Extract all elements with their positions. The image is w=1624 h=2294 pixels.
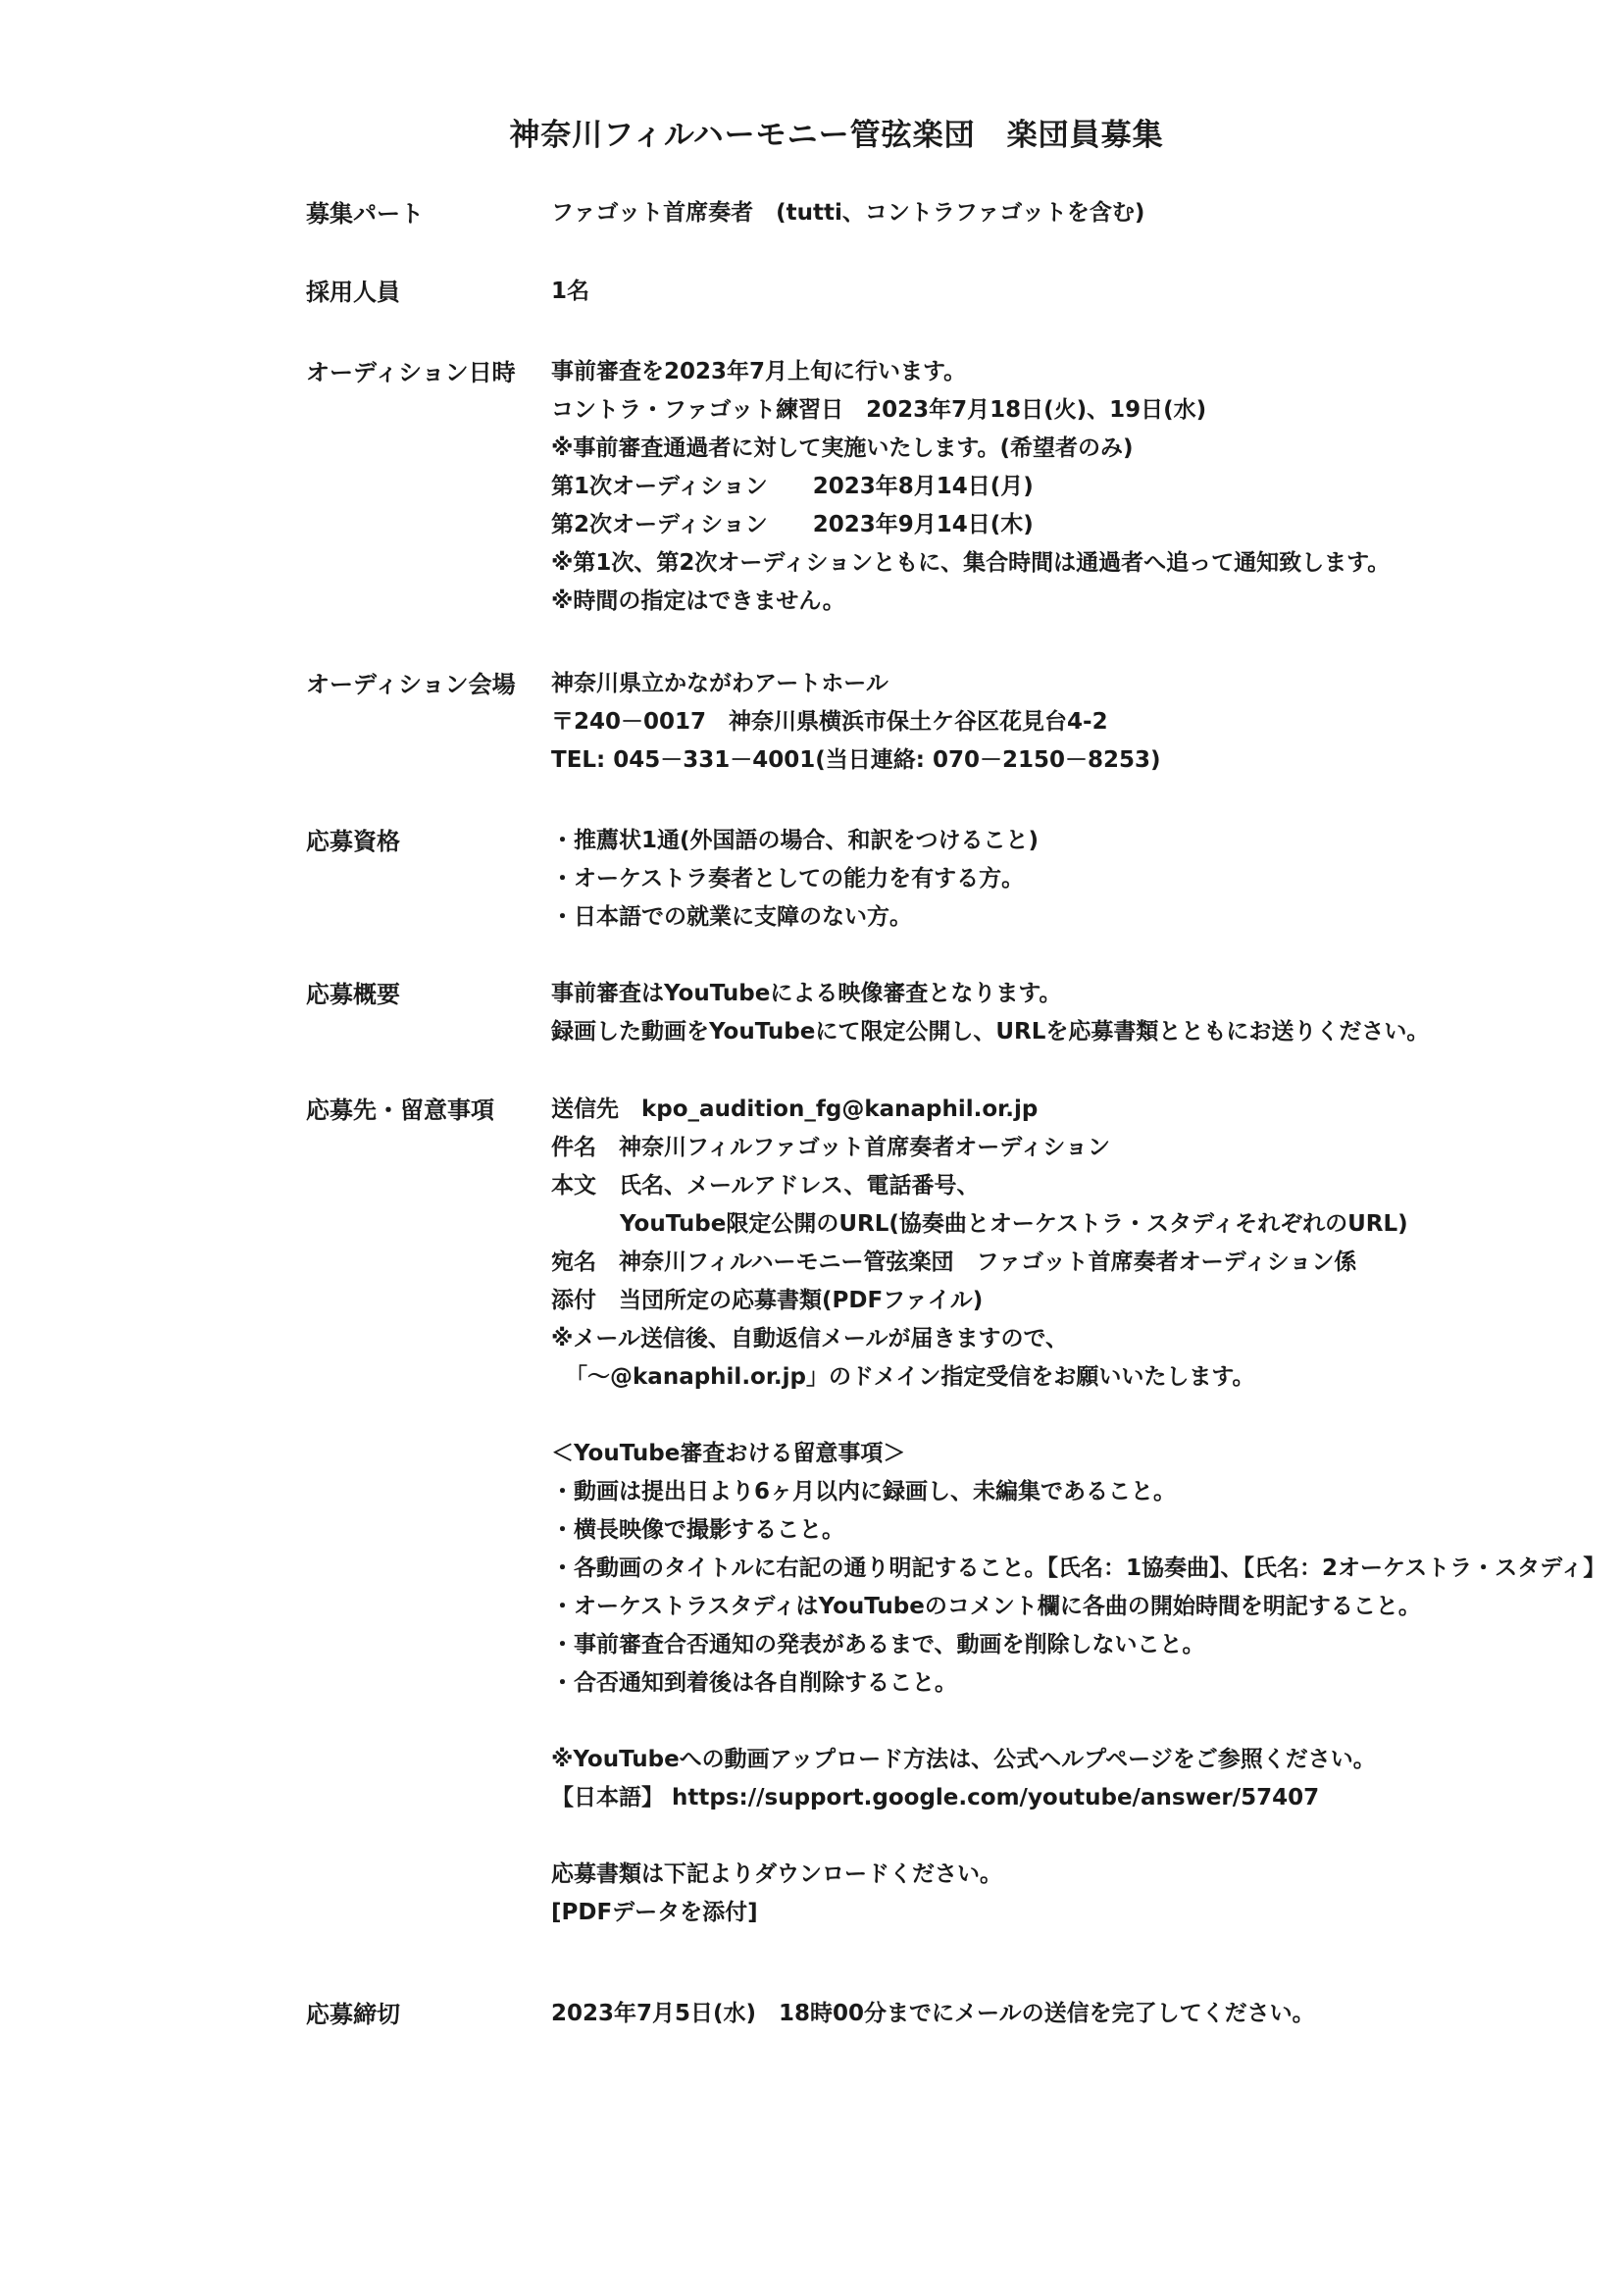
text-line: ファゴット首席奏者 (tutti、コントラファゴットを含む) — [551, 200, 1145, 226]
text-line: ※時間の指定はできません。 — [551, 588, 845, 614]
label-recruit-part: 募集パート — [306, 200, 424, 228]
content-overview — [551, 975, 1591, 1051]
text-line: ※第1次、第2次オーディションともに、集合時間は通過者へ追って通知致します。 — [551, 550, 1391, 576]
text-line: 第2次オーディション 2023年9月14日(木) — [551, 512, 1034, 537]
text-line: 1名 — [551, 279, 590, 304]
page-title: 神奈川フィルハーモニー管弦楽団 楽団員募集 — [509, 118, 1164, 153]
content-application-notes — [551, 1091, 1606, 1932]
spacer — [551, 1397, 1591, 1435]
label-headcount: 採用人員 — [306, 279, 400, 306]
addressee-line: 宛名 神奈川フィルハーモニー管弦楽団 ファゴット首席奏者オーディション係 — [551, 1249, 1357, 1275]
list-item: ・各動画のタイトルに右記の通り明記すること。【氏名：1協奏曲】、【氏名：2オーケストラ・スタディ】 — [551, 1555, 1606, 1581]
list-item: ・動画は提出日より6ヶ月以内に録画し、未編集であること。 — [551, 1479, 1177, 1504]
content-headcount — [551, 273, 1591, 311]
pdf-attachment-note: [PDFデータを添付] — [551, 1900, 758, 1925]
youtube-notes-heading: ＜YouTube審査おける留意事項＞ — [551, 1441, 906, 1466]
text-line: 録画した動画をYouTubeにて限定公開し、URLを応募書類とともにお送りください。 — [551, 1019, 1430, 1045]
content-recruit-part — [551, 194, 1591, 232]
label-audition-dates: オーディション日時 — [306, 359, 516, 386]
attachment-line: 添付 当団所定の応募書類(PDFファイル) — [551, 1288, 984, 1313]
text-line: ※事前審査通過者に対して実施いたします。(希望者のみ) — [551, 435, 1134, 461]
note-line-domain: 「～@kanaphil.or.jp」のドメイン指定受信をお願いいたします。 — [565, 1364, 1255, 1390]
label-application-notes: 応募先・留意事項 — [306, 1096, 494, 1124]
body-line-continued: YouTube限定公開のURL(協奏曲とオーケストラ・スタディそれぞれのURL) — [620, 1211, 1408, 1237]
label-eligibility: 応募資格 — [306, 828, 400, 855]
list-item: ・日本語での就業に支障のない方。 — [551, 904, 912, 930]
venue-name: 神奈川県立かながわアートホール — [551, 671, 888, 696]
list-item: ・合否通知到着後は各自削除すること。 — [551, 1670, 957, 1696]
list-item: ・オーケストラ奏者としての能力を有する方。 — [551, 866, 1025, 892]
body-line: 本文 氏名、メールアドレス、電話番号、 — [551, 1173, 980, 1198]
download-note: 応募書類は下記よりダウンロードください。 — [551, 1861, 1002, 1887]
upload-help-note: ※YouTubeへの動画アップロード方法は、公式ヘルプページをご参照ください。 — [551, 1747, 1376, 1772]
label-audition-venue: オーディション会場 — [306, 671, 516, 698]
list-item: ・事前審査合否通知の発表があるまで、動画を削除しないこと。 — [551, 1632, 1205, 1657]
deadline-text: 2023年7月5日(水) 18時00分までにメールの送信を完了してください。 — [551, 2001, 1315, 2026]
note-line: ※メール送信後、自動返信メールが届きますので、 — [551, 1326, 1068, 1351]
content-eligibility — [551, 822, 1591, 937]
text-line: 第1次オーディション 2023年8月14日(月) — [551, 474, 1034, 499]
venue-phone: TEL: 045－331－4001(当日連絡: 070－2150－8253) — [551, 747, 1161, 773]
spacer — [551, 1703, 1591, 1741]
venue-address: 〒240－0017 神奈川県横浜市保土ケ谷区花見台4-2 — [551, 709, 1108, 735]
content-audition-dates — [551, 353, 1591, 621]
text-line: 事前審査を2023年7月上旬に行います。 — [551, 359, 967, 384]
text-line: コントラ・ファゴット練習日 2023年7月18日(火)、19日(水) — [551, 397, 1207, 423]
subject-line: 件名 神奈川フィルファゴット首席奏者オーディション — [551, 1135, 1110, 1160]
list-item: ・オーケストラスタディはYouTubeのコメント欄に各曲の開始時間を明記すること。 — [551, 1594, 1421, 1619]
content-audition-venue — [551, 665, 1591, 780]
list-item: ・推薦状1通(外国語の場合、和訳をつけること) — [551, 828, 1040, 853]
content-deadline — [551, 1995, 1591, 2033]
help-url: 【日本語】 https://support.google.com/youtube/answer/57407 — [551, 1785, 1320, 1810]
text-line: 事前審査はYouTubeによる映像審査となります。 — [551, 981, 1062, 1006]
spacer — [551, 1817, 1591, 1856]
label-overview: 応募概要 — [306, 981, 400, 1008]
list-item: ・横長映像で撮影すること。 — [551, 1517, 844, 1543]
label-deadline: 応募締切 — [306, 2001, 400, 2028]
send-to-email: 送信先 kpo_audition_fg@kanaphil.or.jp — [551, 1096, 1039, 1122]
